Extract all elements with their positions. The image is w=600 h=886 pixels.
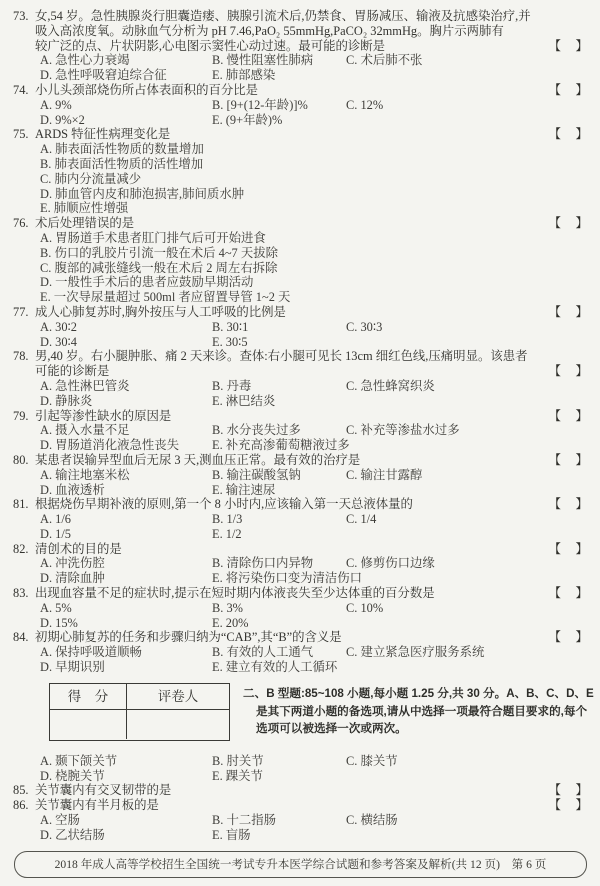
option-b: B. 1/3: [212, 512, 243, 527]
question-79: [0, 409, 600, 453]
grader-label: 评卷人: [157, 688, 199, 704]
answer-bracket: 【 】: [548, 586, 589, 601]
option-e: E. 一次导尿量超过 500ml 者应留置导管 1~2 天: [40, 290, 291, 305]
option-c: C. 膝关节: [346, 753, 398, 768]
option-c: C. 1/4: [346, 512, 377, 527]
option-a: A. 9%: [40, 97, 72, 112]
question-number: 83.: [13, 586, 29, 601]
question-stem-line: 可能的诊断是: [35, 364, 110, 379]
question-80: [0, 453, 600, 497]
option-d: D. 急性呼吸窘迫综合征: [40, 68, 167, 83]
option-a: A. 急性淋巴管炎: [40, 378, 130, 393]
option-e: E. 30∶5: [212, 334, 248, 349]
option-e: E. 踝关节: [212, 768, 263, 783]
option-b: B. 水分丧失过多: [212, 423, 301, 438]
option-d: D. 30∶4: [40, 334, 77, 349]
option-e: E. 输注速尿: [212, 482, 276, 497]
question-stem-line: 关节囊内有半月板的是: [35, 798, 159, 813]
answer-bracket: 【 】: [548, 798, 589, 813]
option-b: B. 有效的人工通气: [212, 645, 314, 660]
option-row: [0, 275, 600, 290]
option-b: B. [9+(12-年龄)]%: [212, 97, 308, 112]
option-row: [0, 246, 600, 261]
question-stem-line: 较广泛的点、片状阴影,心电图示窦性心动过速。最可能的诊断是: [35, 38, 386, 53]
option-e: E. 补充高渗葡萄糖液过多: [212, 438, 350, 453]
option-a: A. 空肠: [40, 813, 80, 828]
question-number: 75.: [13, 127, 29, 142]
question-number: 85.: [13, 783, 29, 798]
option-d: D. 清除血肿: [40, 571, 105, 586]
option-a: A. 冲洗伤腔: [40, 556, 105, 571]
question-78: [0, 349, 600, 408]
option-row: [0, 172, 600, 187]
option-b: B. 3%: [212, 600, 243, 615]
section-b-header: [0, 678, 600, 754]
question-number: 73.: [13, 9, 29, 23]
option-c: C. 肺内分流量减少: [40, 171, 142, 186]
option-c: C. 横结肠: [346, 813, 398, 828]
question-stem-line: 女,54 岁。急性胰腺炎行胆囊造瘘、胰腺引流术后,仍禁食、胃肠减压、输液及抗感染治疗,并: [35, 9, 531, 23]
option-a: A. 肺表面活性物质的数量增加: [40, 142, 204, 157]
option-row: [0, 556, 600, 571]
option-row: [0, 813, 600, 828]
score-cell-empty: [50, 710, 127, 739]
option-row: [0, 261, 600, 276]
option-c: C. 30∶3: [346, 319, 383, 334]
option-d: D. 血液透析: [40, 482, 105, 497]
question-stem-line: 小儿头颈部烧伤所占体表面积的百分比是: [35, 82, 259, 97]
question-stem-line: 出现血容量不足的症状时,提示在短时期内体液丧失至少达体重的百分数是: [35, 586, 435, 601]
question-75: [0, 127, 600, 216]
question-83: [0, 586, 600, 630]
question-number: 79.: [13, 408, 29, 423]
option-row: [0, 379, 600, 394]
option-row: [0, 828, 600, 843]
answer-bracket: 【 】: [548, 630, 589, 645]
option-row: [0, 113, 600, 128]
question-number: 76.: [13, 216, 29, 231]
option-d: D. 桡腕关节: [40, 768, 105, 783]
option-d: D. 9%×2: [40, 112, 85, 127]
option-row: [0, 438, 600, 453]
option-c: C. 建立紧急医疗服务系统: [346, 645, 485, 660]
option-row: [0, 468, 600, 483]
option-e: E. 将污染伤口变为清洁伤口: [212, 571, 363, 586]
option-row: [0, 769, 600, 784]
question-number: 78.: [13, 349, 29, 364]
option-row: [0, 157, 600, 172]
score-label: 得 分: [50, 684, 127, 709]
option-c: C. 输注甘露醇: [346, 467, 423, 482]
question-number: 77.: [13, 304, 29, 319]
option-d: D. 肺血管内皮和肺泡损害,肺间质水肿: [40, 186, 245, 201]
option-d: D. 1/5: [40, 526, 71, 541]
question-stem-line: 根据烧伤早期补液的原则,第一个 8 小时内,应该输入第一天总液体量的: [35, 497, 413, 512]
b-options-group-2: [0, 813, 600, 843]
option-b: B. 慢性阻塞性肺病: [212, 53, 314, 68]
option-a: A. 摄入水量不足: [40, 423, 130, 438]
option-e: E. 盲肠: [212, 827, 251, 842]
option-row: [0, 616, 600, 631]
option-c: C. 补充等渗盐水过多: [346, 423, 460, 438]
question-77: [0, 305, 600, 349]
option-b: B. 30∶1: [212, 319, 249, 334]
option-row: [0, 483, 600, 498]
question-stem-line: 术后处理错误的是: [35, 216, 135, 231]
option-c: C. 12%: [346, 97, 384, 112]
answer-bracket: 【 】: [548, 127, 589, 142]
answer-bracket: 【 】: [548, 497, 589, 512]
option-row: [0, 601, 600, 616]
question-stem-line: 引起等渗性缺水的原因是: [35, 408, 172, 423]
option-a: A. 输注地塞米松: [40, 467, 130, 482]
option-a: A. 胃肠道手术患者肛门排气后可开始进食: [40, 230, 266, 245]
option-e: E. 1/2: [212, 526, 242, 541]
option-d: D. 早期识别: [40, 660, 105, 675]
option-b: B. 丹毒: [212, 378, 252, 393]
question-82: [0, 542, 600, 586]
option-e: E. 20%: [212, 615, 249, 630]
option-row: [0, 645, 600, 660]
option-c: C. 术后肺不张: [346, 53, 423, 68]
question-number: 82.: [13, 541, 29, 556]
question-76: [0, 216, 600, 305]
answer-bracket: 【 】: [548, 408, 589, 423]
answer-bracket: 【 】: [548, 304, 589, 319]
question-85: [0, 783, 600, 798]
question-81: [0, 497, 600, 541]
option-a: A. 颞下颌关节: [40, 753, 118, 768]
question-86: [0, 798, 600, 813]
answer-bracket: 【 】: [548, 452, 589, 467]
question-stem-line: 关节囊内有交叉韧带的是: [35, 783, 172, 798]
question-stem-line: 吸入高浓度氧。动脉血气分析为 pH 7.46,PaO₂ 55mmHg,PaCO₂ 32mmHg。胸片示两肺有: [35, 23, 504, 38]
option-row: [0, 290, 600, 305]
option-row: [0, 142, 600, 157]
option-a: A. 保持呼吸道顺畅: [40, 645, 142, 660]
footer-page-info: 2018 年成人高等学校招生全国统一考试专升本医学综合试题和参考答案及解析(共 12 页) 第 6 页: [14, 851, 587, 878]
option-a: A. 5%: [40, 600, 72, 615]
option-row: [0, 187, 600, 202]
option-row: [0, 423, 600, 438]
option-e: E. 建立有效的人工循环: [212, 660, 338, 675]
option-row: [0, 53, 600, 68]
question-number: 84.: [13, 630, 29, 645]
option-row: [0, 68, 600, 83]
option-a: A. 30∶2: [40, 319, 77, 334]
option-row: [0, 527, 600, 542]
option-d: D. 一般性手术后的患者应鼓励早期活动: [40, 275, 254, 290]
option-row: [0, 571, 600, 586]
answer-bracket: 【 】: [548, 82, 589, 97]
option-row: [0, 512, 600, 527]
option-e: E. 淋巴结炎: [212, 393, 276, 408]
option-b: B. 十二指肠: [212, 813, 277, 828]
answer-bracket: 【 】: [548, 216, 589, 231]
option-d: D. 乙状结肠: [40, 827, 105, 842]
option-d: D. 静脉炎: [40, 393, 93, 408]
option-c: C. 急性蜂窝织炎: [346, 378, 435, 393]
option-c: C. 腹部的减张缝线一般在术后 2 周左右拆除: [40, 260, 278, 275]
option-row: [0, 201, 600, 216]
answer-bracket: 【 】: [548, 783, 589, 798]
option-row: [0, 98, 600, 113]
option-b: B. 肘关节: [212, 753, 264, 768]
answer-bracket: 【 】: [548, 364, 589, 379]
question-stem-line: 某患者误输异型血后无尿 3 天,测血压正常。最有效的治疗是: [35, 452, 361, 467]
option-row: [0, 394, 600, 409]
option-row: [0, 660, 600, 675]
b-options-group-1: [0, 754, 600, 784]
question-stem-line: 清创术的目的是: [35, 541, 122, 556]
question-stem-line: 成人心肺复苏时,胸外按压与人工呼吸的比例是: [35, 304, 286, 319]
question-number: 86.: [13, 798, 29, 813]
option-a: A. 急性心力衰竭: [40, 53, 130, 68]
option-row: [0, 335, 600, 350]
question-73: [0, 9, 600, 83]
option-d: D. 胃肠道消化液急性丧失: [40, 438, 180, 453]
question-74: [0, 83, 600, 127]
option-d: D. 15%: [40, 615, 78, 630]
option-row: [0, 754, 600, 769]
section-b-instructions: 二、B 型题:85~108 小题,每小题 1.25 分,共 30 分。A、B、C、D、E 是其下两道小题的备选项,请从中选择一项最符合题目要求的,每个选项可以被选择一次或两次。: [243, 686, 594, 736]
option-b: B. 输注碳酸氢钠: [212, 467, 301, 482]
answer-bracket: 【 】: [548, 541, 589, 556]
option-a: A. 1/6: [40, 512, 71, 527]
question-84: [0, 630, 600, 674]
option-b: B. 肺表面活性物质的活性增加: [40, 156, 204, 171]
option-row: [0, 320, 600, 335]
answer-bracket: 【 】: [548, 38, 589, 53]
option-e: E. (9+年龄)%: [212, 112, 283, 127]
option-e: E. 肺顺应性增强: [40, 201, 129, 216]
option-row: [0, 231, 600, 246]
score-panel: [49, 683, 230, 741]
option-e: E. 肺部感染: [212, 68, 276, 83]
option-b: B. 清除伤口内异物: [212, 556, 314, 571]
option-b: B. 伤口的乳胶片引流一般在术后 4~7 天拔除: [40, 245, 278, 260]
question-number: 74.: [13, 82, 29, 97]
question-number: 81.: [13, 497, 29, 512]
question-stem-line: ARDS 特征性病理变化是: [35, 127, 171, 142]
question-number: 80.: [13, 452, 29, 467]
grader-cell-empty: [127, 710, 229, 739]
question-stem-line: 初期心肺复苏的任务和步骤归纳为“CAB”,其“B”的含义是: [35, 630, 342, 645]
option-c: C. 修剪伤口边缘: [346, 556, 435, 571]
option-c: C. 10%: [346, 600, 384, 615]
question-stem-line: 男,40 岁。右小腿肿胀、痛 2 天来诊。查体:右小腿可见长 13cm 细红色线,压痛明显。该患者: [35, 349, 528, 364]
